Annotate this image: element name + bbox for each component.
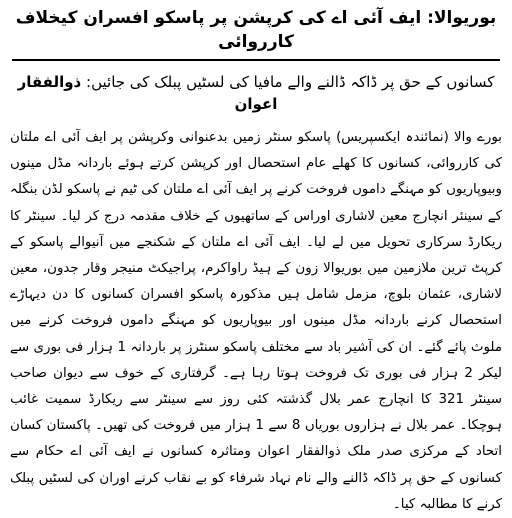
subheadline [10,71,502,115]
subheadline-byline: ذوالفقار اعوان [17,73,278,113]
headline-divider [12,59,500,61]
headline: بوریوالا: ایف آئی اے کی کرپشن پر پاسکو افسران کیخلاف کارروائی [15,8,497,52]
subheadline-text: کسانوں کے حق پر ڈاکہ ڈالنے والے مافیا کی لسٹیں پبلک کی جائیں: [81,73,495,91]
article-body: بورے والا (نمائندہ ایکسپریس) پاسکو سنٹر زمیں بدعنوانی وکرپشن پر ایف آئی اے ملتان کی کارروائی، کسانوں کا کھلے عام استحصال اور کرپشن کرتے ہوئے باردانہ مڈل مینوں وبیوپاریوں کو مہنگے داموں فروخت کرنے پر ایف آئی اے ملتان کی ٹیم نے پاسکو لڈن بنگلہ کے سینئر انچارج معین لاشاری اوراس کے ساتھیوں کے خلاف مقدمہ درج کر لیا۔ سینٹر کا ریکارڈ سرکاری تحویل میں لے لیا۔ ایف آئی اے ملتان کے شکنجے میں آنیوالے پاسکو کے کرپٹ ترین ملازمین میں بوریوالا زون کے ہیڈ راواکرم، پراجیکٹ منیجر وقار جدون، معین لاشاری، عثمان بلوچ، مزمل شامل ہیں مذکورہ پاسکو افسران کسانوں کا دن دیہاڑے استحصال کرنے باردانہ مڈل مینوں اور بیوپاریوں کو مہنگے داموں فروخت کرنے میں ملوث پائے گئے۔ ان کی آشیر باد سے مختلف پاسکو سنٹرز پر باردانہ 1 ہزار فی بوری سے لیکر 2 ہزار فی بوری تک فروخت ہوتا رہا ہے۔ گرفتاری کے خوف سے دیوان صاحب سینٹر 321 کا انچارج عمر بلال گذشتہ کئی روز سے سینٹر سے ریکارڈ سمیت غائب ہوچکا۔ عمر بلال نے ہزاروں بوریاں 8 سے 1 ہزار میں فروخت کی تھیں۔ پاکستان کسان اتحاد کے مرکزی صدر ملک ذوالفقار اعوان ومتاثرہ کسانوں نے ایف آئی اے حکام سے کسانوں کے حق پر ڈاکہ ڈالنے والے نام نہاد شرفاء کو بے نقاب کرنے اوران کی لسٹیں پبلک کرنے کا مطالبہ کیا۔ [10,130,502,512]
